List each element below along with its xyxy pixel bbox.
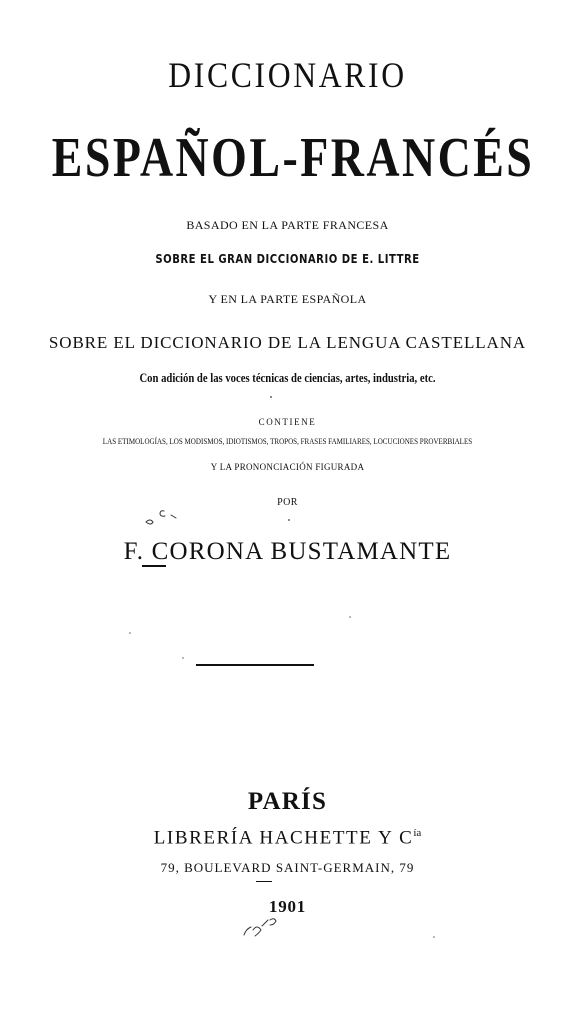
author-underline-mark — [142, 565, 166, 567]
pencil-mark-tick — [171, 515, 176, 518]
speck-mark — [182, 657, 184, 659]
imprint-publisher-suffix: ía — [413, 827, 422, 839]
imprint-publisher-name: LIBRERÍA HACHETTE Y C — [153, 827, 414, 849]
imprint-publisher — [0, 827, 575, 849]
subtitle-sobre-el-diccionario: SOBRE EL DICCIONARIO DE LA LENGUA CASTELLANA — [48, 333, 527, 352]
pencil-mark-o — [146, 520, 153, 524]
subtitle-basado: BASADO EN LA PARTE FRANCESA — [186, 218, 389, 232]
divider-rule — [196, 664, 314, 666]
speck-mark — [433, 936, 435, 938]
speck-mark — [349, 616, 351, 618]
subtitle-adicion: Con adición de las voces técnicas de ciencias, artes, industria, etc. — [139, 370, 436, 385]
title-line-espanol-frances: ESPAÑOL-FRANCÉS — [51, 127, 535, 189]
imprint-city: PARÍS — [247, 788, 328, 815]
imprint-address: 79, BOULEVARD SAINT-GERMAIN, 79 — [160, 860, 415, 875]
subtitle-sobre-gran-diccionario: SOBRE EL GRAN DICCIONARIO DE E. LITTRE — [155, 252, 420, 266]
pencil-mark-shelfmark — [244, 919, 276, 936]
year-rule — [256, 881, 272, 882]
byline-por: POR — [277, 497, 298, 508]
contents-pronunciacion: Y LA PRONONCIACIÓN FIGURADA — [210, 462, 365, 472]
pencil-mark-c — [160, 511, 165, 516]
contents-etimologias: LAS ETIMOLOGÍAS, LOS MODISMOS, IDIOTISMOS, TROPOS, FRASES FAMILIARES, LOCUCIONES PROVERBIALES — [102, 437, 473, 446]
speck-mark — [129, 632, 131, 634]
subtitle-y-en-la-parte: Y EN LA PARTE ESPAÑOLA — [208, 292, 367, 306]
author-name: F. CORONA BUSTAMANTE — [123, 538, 452, 565]
title-line-diccionario: DICCIONARIO — [168, 55, 407, 95]
imprint-year: 1901 — [268, 897, 307, 916]
speck-mark — [270, 396, 272, 398]
speck-mark — [288, 519, 290, 521]
contents-heading: CONTIENE — [258, 417, 317, 427]
